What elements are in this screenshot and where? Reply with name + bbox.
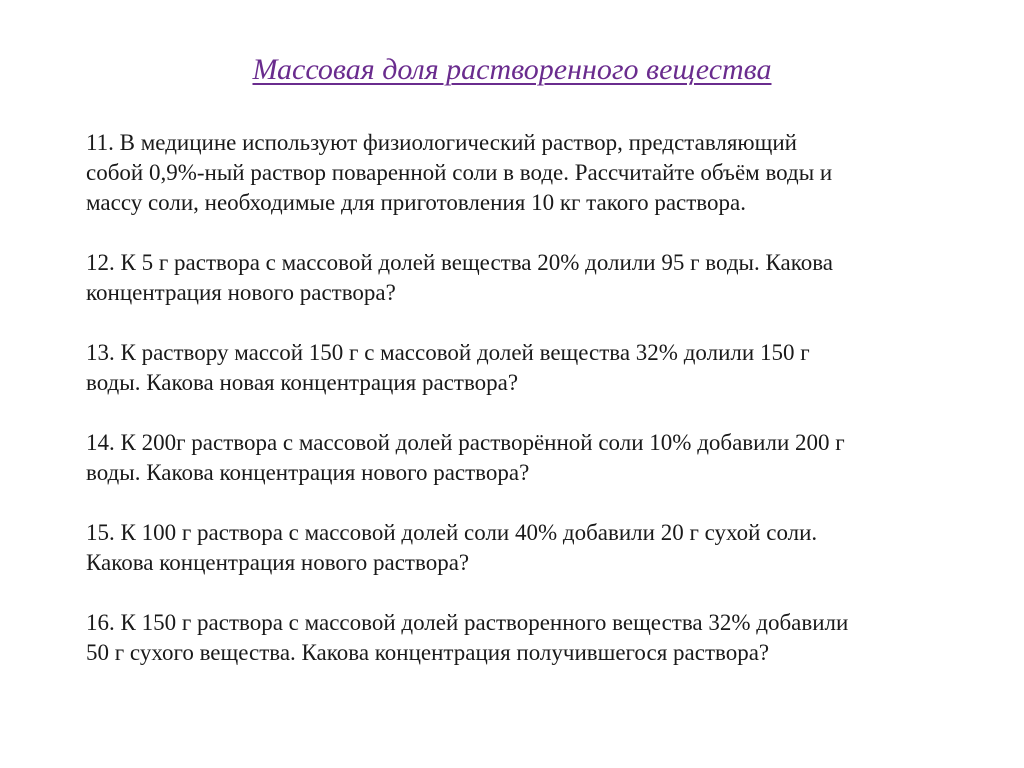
problem-list	[86, 128, 966, 698]
problem-13: 13. К раствору массой 150 г с массовой долей вещества 32% долили 150 г воды. Какова новая концентрация раствора?	[86, 340, 810, 395]
slide-title-text: Массовая доля растворенного вещества	[252, 53, 772, 86]
problem-14: 14. К 200г раствора с массовой долей растворённой соли 10% добавили 200 г воды. Какова концентрация нового раствора?	[86, 430, 845, 485]
problem-15: 15. К 100 г раствора с массовой долей соли 40% добавили 20 г сухой соли. Какова концентрация нового раствора?	[86, 520, 818, 575]
problem-16: 16. К 150 г раствора с массовой долей растворенного вещества 32% добавили 50 г сухого вещества. Какова концентрация получившегося раствора?	[86, 610, 849, 665]
problem-12: 12. К 5 г раствора с массовой долей вещества 20% долили 95 г воды. Какова концентрация нового раствора?	[86, 250, 834, 305]
slide-title	[0, 50, 1024, 90]
problem-11: 11. В медицине используют физиологический раствор, представляющий собой 0,9%-ный раствор поваренной соли в воде. Рассчитайте объём воды и массу соли, необходимые для приготовления 10 кг такого раствора.	[86, 130, 833, 215]
